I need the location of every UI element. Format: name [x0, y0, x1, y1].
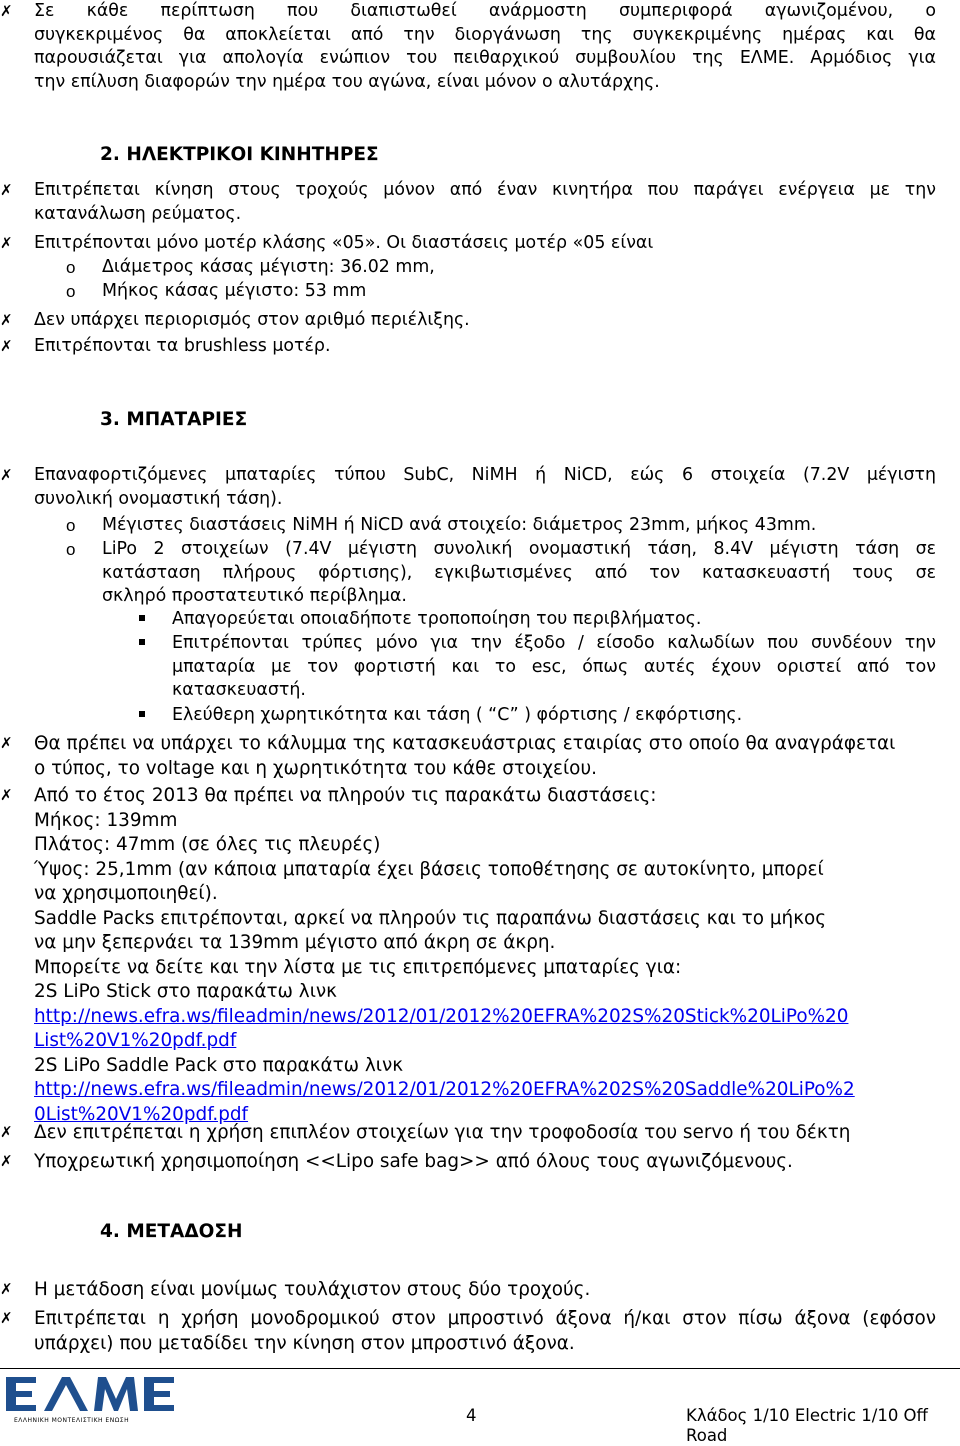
text-line: να χρησιμοποιηθεί).: [34, 883, 218, 904]
class-label: Κλάδος 1/10 Electric 1/10 Off Road: [686, 1406, 928, 1445]
text-line: ο τύπος, το voltage και η χωρητικότητα του κάθε στοιχείου.: [34, 757, 597, 779]
page-number: 4: [466, 1406, 477, 1425]
motors-item-2: [34, 232, 653, 256]
motor-diameter: [102, 256, 435, 280]
cross-mark-icon: ✗: [0, 311, 13, 329]
circle-bullet-icon: o: [66, 282, 76, 301]
case-holes-rule: [172, 632, 936, 703]
text-line: Μήκος: 139mm: [34, 809, 178, 831]
square-bullet-icon: [139, 711, 145, 717]
text-line: Από το έτος 2013 θα πρέπει να πληρούν τις παρακάτω διαστάσεις:: [34, 785, 657, 806]
section-heading-motors: 2. ΗΛΕΚΤΡΙΚΟΙ ΚΙΝΗΤΗΡΕΣ: [100, 144, 379, 165]
intro-line: συγκεκριμένος θα αποκλείεται από την διοργάνωση της συγκεκριμένης ημέρας και θα: [34, 24, 936, 45]
motors-item-4: [34, 335, 331, 359]
cross-mark-icon: ✗: [0, 734, 13, 752]
logo-subtext: ΕΛΛΗΝΙΚΗ ΜΟΝΤΕΛΙΣΤΙΚΗ ΕΝΩΣΗ: [14, 1417, 130, 1424]
text-line: Επιτρέπονται μόνο μοτέρ κλάσης «05». Οι διαστάσεις μοτέρ «05 είναι: [34, 233, 654, 253]
text-line: Ελεύθερη χωρητικότητα και τάση ( “C” ) φόρτισης / εκφόρτισης.: [172, 705, 743, 725]
text-line: Επιτρέπονται τρύπες μόνο για την έξοδο / είσοδο καλωδίων που συνδέουν την: [172, 633, 936, 653]
intro-line: παρουσιάζεται για απολογία ενώπιον του πειθαρχικού συμβουλίου της ΕΛΜΕ. Αρμόδιος για: [34, 48, 936, 68]
cross-mark-icon: ✗: [0, 1280, 13, 1298]
intro-line: Σε κάθε περίπτωση που διαπιστωθεί ανάρμοστη συμπεριφορά αγωνιζομένου, ο: [34, 1, 936, 21]
cross-mark-icon: ✗: [0, 2, 13, 20]
text-line: 2S LiPo Stick στο παρακάτω λινκ: [34, 981, 338, 1002]
text-line: κατάσταση πλήρους φόρτισης), εγκιβωτισμένες από τον κατασκευαστή τους σε: [102, 562, 936, 583]
square-bullet-icon: [139, 639, 145, 645]
transmission-item-2: [34, 1307, 936, 1356]
circle-bullet-icon: o: [66, 258, 76, 277]
case-modification-rule: [172, 608, 701, 632]
elme-logo: [4, 1369, 176, 1427]
cross-mark-icon: ✗: [0, 181, 13, 199]
motors-item-3: [34, 309, 470, 333]
motor-length: [102, 280, 366, 304]
batteries-item-4: [34, 1121, 850, 1146]
batteries-item-1: [34, 464, 936, 511]
batteries-item-2: [34, 732, 895, 781]
cross-mark-icon: ✗: [0, 1152, 13, 1170]
circle-bullet-icon: o: [66, 516, 76, 535]
batteries-item-5: [34, 1150, 793, 1175]
text-line: Διάμετρος κάσας μέγιστη: 36.02 mm,: [102, 257, 435, 277]
efra-stick-list-link[interactable]: List%20V1%20pdf.pdf: [34, 1030, 237, 1051]
motors-item-1: [34, 179, 936, 226]
text-line: Δεν επιτρέπεται η χρήση επιπλέον στοιχείων για την τροφοδοσία του servo ή του δέκτη: [34, 1122, 851, 1143]
text-line: LiPo 2 στοιχείων (7.4V μέγιστη συνολική ονομαστική τάση, 8.4V μέγιστη τάση σε: [102, 539, 936, 559]
text-line: κατανάλωση ρεύματος.: [34, 203, 242, 224]
text-line: συνολική ονομαστική τάση).: [34, 488, 283, 509]
text-line: Ύψος: 25,1mm (αν κάποια μπαταρία έχει βάσεις τοποθέτησης σε αυτοκίνητο, μπορεί: [34, 858, 824, 880]
text-line: Επιτρέπεται η χρήση μονοδρομικού στον μπροστινό άξονα ή/και στον πίσω άξονα (εφόσον: [34, 1308, 936, 1329]
text-line: Δεν υπάρχει περιορισμός στον αριθμό περιέλιξης.: [34, 310, 470, 330]
text-line: Επιτρέπεται κίνηση στους τροχούς μόνον από έναν κινητήρα που παράγει ενέργεια με την: [34, 180, 936, 200]
text-line: κατασκευαστή.: [172, 680, 306, 700]
square-bullet-icon: [139, 615, 145, 621]
text-line: Saddle Packs επιτρέπονται, αρκεί να πληρούν τις παραπάνω διαστάσεις και το μήκος: [34, 907, 827, 929]
charge-rule: [172, 704, 742, 728]
batteries-item-3: [34, 784, 855, 1127]
transmission-item-1: [34, 1278, 590, 1303]
efra-stick-list-link[interactable]: http://news.efra.ws/fileadmin/news/2012/01/2012%20EFRA%202S%20Stick%20LiPo%20: [34, 1005, 849, 1027]
cross-mark-icon: ✗: [0, 337, 13, 355]
text-line: Μπορείτε να δείτε και την λίστα με τις επιτρεπόμενες μπαταρίες για:: [34, 956, 682, 978]
text-line: Επιτρέπονται τα brushless μοτέρ.: [34, 336, 331, 356]
text-line: Μήκος κάσας μέγιστο: 53 mm: [102, 281, 367, 301]
text-line: Επαναφορτιζόμενες μπαταρίες τύπου SubC, NiMH ή NiCD, εώς 6 στοιχεία (7.2V μέγιστη: [34, 465, 936, 485]
cross-mark-icon: ✗: [0, 466, 13, 484]
efra-saddle-list-link[interactable]: 0List%20V1%20pdf.pdf: [34, 1103, 249, 1125]
section-heading-batteries: 3. ΜΠΑΤΑΡΙΕΣ: [100, 409, 248, 430]
text-line: Απαγορεύεται οποιαδήποτε τροποποίηση του περιβλήματος.: [172, 609, 702, 629]
cross-mark-icon: ✗: [0, 786, 13, 804]
text-line: υπάρχει) που μεταδίδει την κίνηση στον μπροστινό άξονα.: [34, 1332, 575, 1354]
cross-mark-icon: ✗: [0, 1309, 13, 1327]
text-line: 2S LiPo Saddle Pack στο παρακάτω λινκ: [34, 1054, 404, 1076]
elme-logo-graphic: [4, 1369, 176, 1427]
text-line: Θα πρέπει να υπάρχει το κάλυμμα της κατασκευάστριας εταιρίας στο οποίο θα αναγράφεται: [34, 733, 896, 754]
text-line: Η μετάδοση είναι μονίμως τουλάχιστον στους δύο τροχούς.: [34, 1279, 591, 1300]
efra-saddle-list-link[interactable]: http://news.efra.ws/fileadmin/news/2012/01/2012%20EFRA%202S%20Saddle%20LiPo%2: [34, 1079, 855, 1100]
cross-mark-icon: ✗: [0, 1123, 13, 1141]
text-line: Υποχρεωτική χρησιμοποίηση <<Lipo safe bag>> από όλους τους αγωνιζόμενους.: [34, 1151, 793, 1172]
cross-mark-icon: ✗: [0, 234, 13, 252]
text-line: Μέγιστες διαστάσεις NiMH ή NiCD ανά στοιχείο: διάμετρος 23mm, μήκος 43mm.: [102, 515, 817, 535]
text-line: σκληρό προστατευτικό περίβλημα.: [102, 586, 407, 606]
circle-bullet-icon: o: [66, 540, 76, 559]
text-line: μπαταρία με τον φορτιστή και το esc, όπως αυτές έχουν οριστεί από τον: [172, 656, 936, 677]
text-line: Πλάτος: 47mm (σε όλες τις πλευρές): [34, 834, 381, 855]
section-heading-transmission: 4. ΜΕΤΑΔΟΣΗ: [100, 1221, 243, 1242]
text-line: να μην ξεπερνάει τα 139mm μέγιστο από άκρη σε άκρη.: [34, 932, 556, 953]
nimh-dimensions: [102, 514, 816, 538]
intro-line: την επίλυση διαφορών την ημέρα του αγώνα, είναι μόνον ο αλυτάρχης.: [34, 71, 660, 92]
intro-paragraph: [34, 0, 936, 94]
lipo-spec: [102, 538, 936, 609]
